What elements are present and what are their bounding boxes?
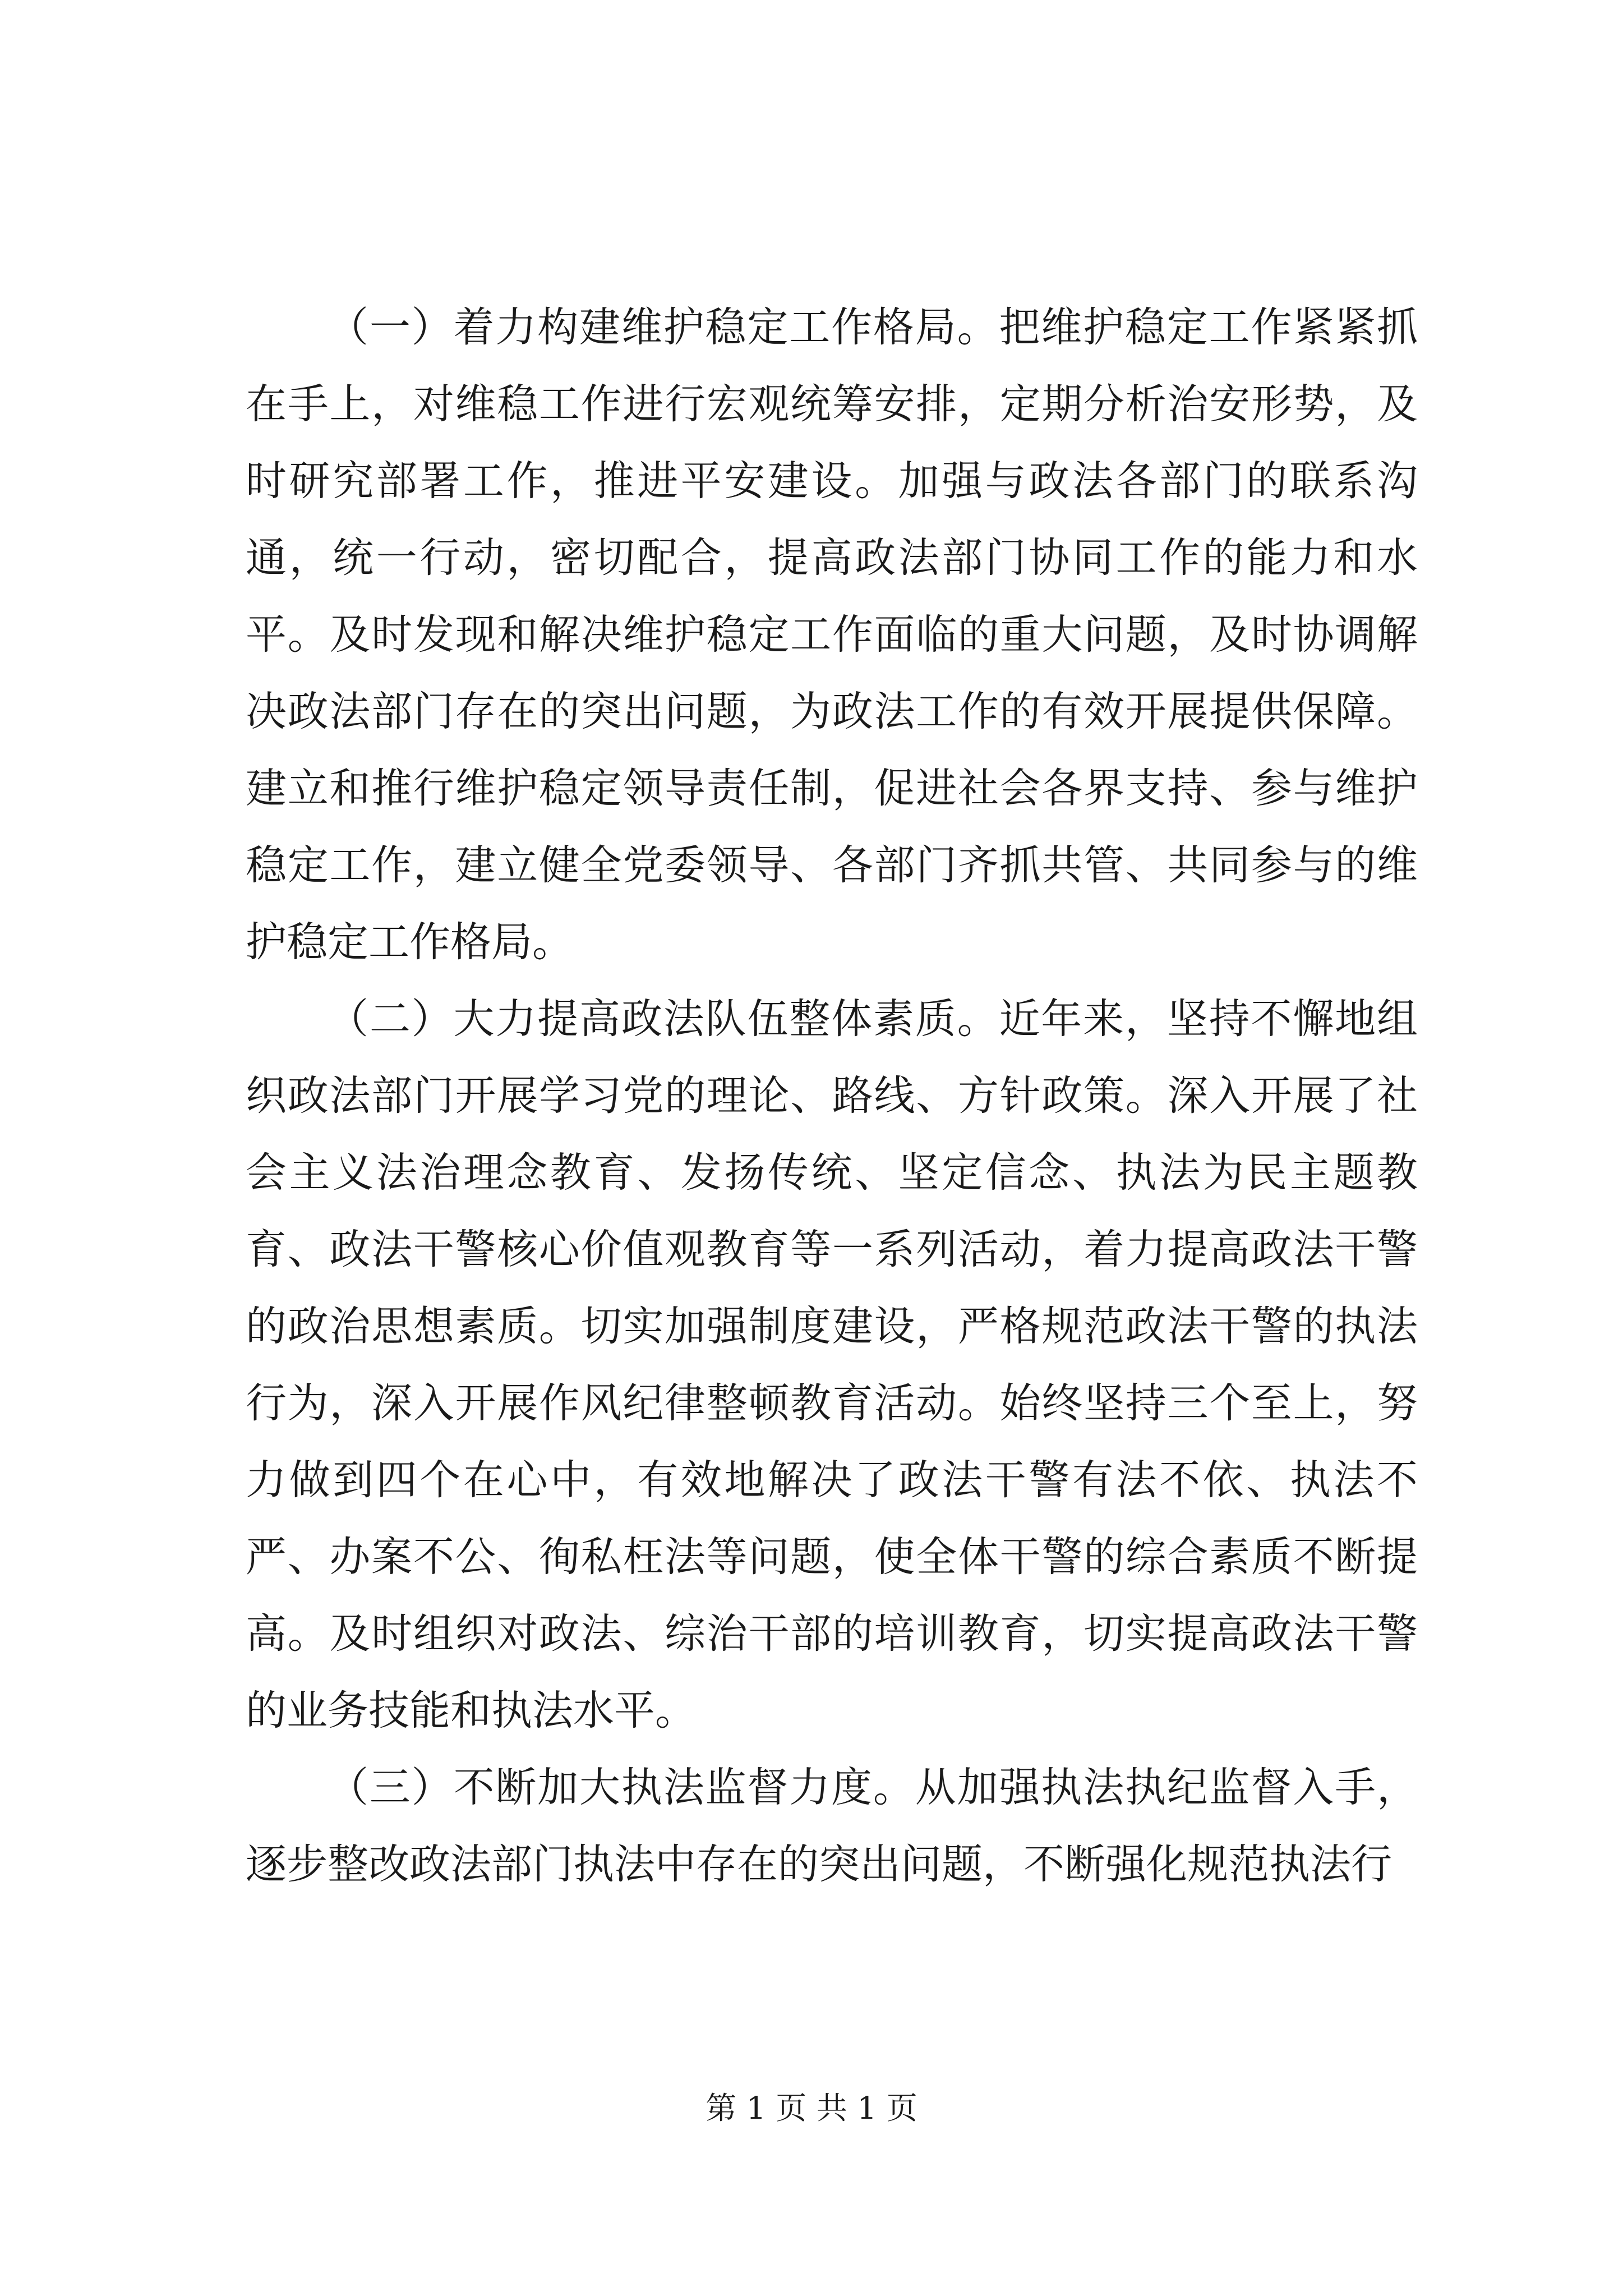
page-footer [0, 2086, 1623, 2131]
paragraph-2: （二）大力提高政法队伍整体素质。近年来，坚持不懈地组织政法部门开展学习党的理论、路线、方针政策。深入开展了社会主义法治理念教育、发扬传统、坚定信念、执法为民主题教育、政法干警核心价值观教育等一系列活动，着力提高政法干警的政治思想素质。切实加强制度建设，严格规范政法干警的执法行为，深入开展作风纪律整顿教育活动。始终坚持三个至上，努力做到四个在心中，有效地解决了政法干警有法不依、执法不严、办案不公、徇私枉法等问题，使全体干警的综合素质不断提高。及时组织对政法、综治干部的培训教育，切实提高政法干警的业务技能和执法水平。 [246, 995, 1418, 1734]
document-body [246, 289, 1418, 1903]
paragraph-1: （一）着力构建维护稳定工作格局。把维护稳定工作紧紧抓在手上，对维稳工作进行宏观统筹安排，定期分析治安形势，及时研究部署工作，推进平安建设。加强与政法各部门的联系沟通，统一行动，密切配合，提高政法部门协同工作的能力和水平。及时发现和解决维护稳定工作面临的重大问题，及时协调解决政法部门存在的突出问题，为政法工作的有效开展提供保障。建立和推行维护稳定领导责任制，促进社会各界支持、参与维护稳定工作，建立健全党委领导、各部门齐抓共管、共同参与的维护稳定工作格局。 [246, 303, 1418, 966]
page-number-label: 第 1 页 共 1 页 [706, 2090, 917, 2126]
paragraph-3: （三）不断加大执法监督力度。从加强执法执纪监督入手，逐步整改政法部门执法中存在的突出问题，不断强化规范执法行 [246, 1764, 1418, 1888]
